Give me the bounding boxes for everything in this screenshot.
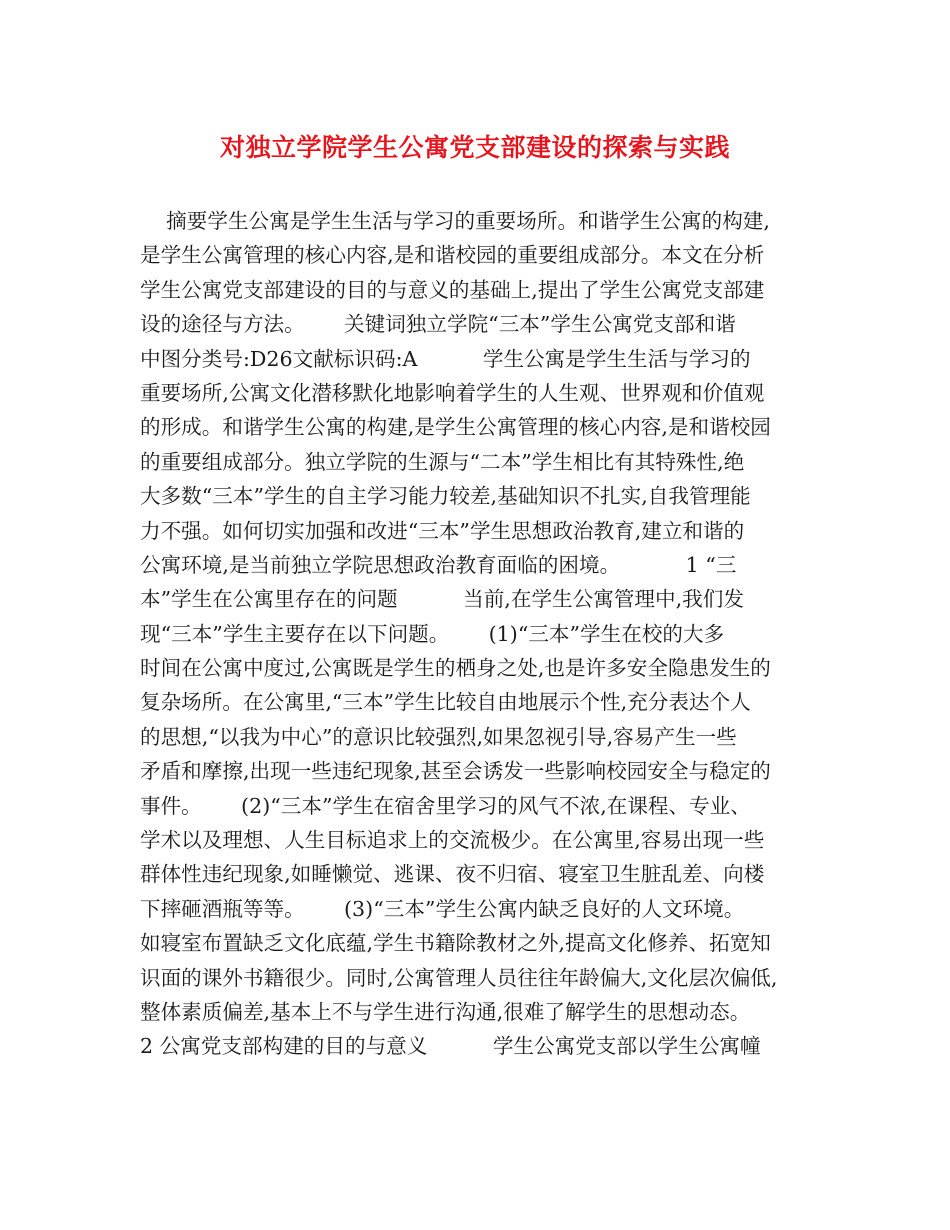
body-line: 设的途径与方法。 关键词独立学院“三本”学生公寓党支部和谐 xyxy=(140,312,736,337)
body-line: 时间在公寓中度过,公寓既是学生的栖身之处,也是许多安全隐患发生的 xyxy=(140,656,771,681)
body-line: 的形成。和谐学生公寓的构建,是学生公寓管理的核心内容,是和谐校园 xyxy=(140,415,771,440)
body-line: 的重要组成部分。独立学院的生源与“二本”学生相比有其特殊性,绝 xyxy=(140,449,745,474)
body-line: 整体素质偏差,基本上不与学生进行沟通,很难了解学生的思想动态。 xyxy=(140,999,751,1024)
body-line: 现“三本”学生主要存在以下问题。 (1)“三本”学生在校的大多 xyxy=(140,621,725,646)
body-line: 是学生公寓管理的核心内容,是和谐校园的重要组成部分。本文在分析 xyxy=(140,243,765,268)
body-line: 识面的课外书籍很少。同时,公寓管理人员往往年龄偏大,文化层次偏低, xyxy=(140,965,778,990)
body-line: 群体性违纪现象,如睡懒觉、逃课、夜不归宿、寝室卫生脏乱差、向楼 xyxy=(140,862,765,887)
body-line: 摘要学生公寓是学生生活与学习的重要场所。和谐学生公寓的构建, xyxy=(140,209,770,233)
body-line: 复杂场所。在公寓里,“三本”学生比较自由地展示个性,充分表达个人 xyxy=(140,690,751,715)
body-line: 大多数“三本”学生的自主学习能力较差,基础知识不扎实,自我管理能 xyxy=(140,484,751,509)
body-line: 学术以及理想、人生目标追求上的交流极少。在公寓里,容易出现一些 xyxy=(140,828,765,853)
body-line: 2 公寓党支部构建的目的与意义 学生公寓党支部以学生公寓幢 xyxy=(140,1034,761,1059)
body-line: 矛盾和摩擦,出现一些违纪现象,甚至会诱发一些影响校园安全与稳定的 xyxy=(140,759,771,784)
body-line: 公寓环境,是当前独立学院思想政治教育面临的困境。 1 “三 xyxy=(140,552,737,577)
body-line: 学生公寓党支部建设的目的与意义的基础上,提出了学生公寓党支部建 xyxy=(140,277,765,302)
body-line: 重要场所,公寓文化潜移默化地影响着学生的人生观、世界观和价值观 xyxy=(140,380,765,405)
body-line: 本”学生在公寓里存在的问题 当前,在学生公寓管理中,我们发 xyxy=(140,587,744,612)
document-title: 对独立学院学生公寓党支部建设的探索与实践 xyxy=(219,133,730,162)
body-line: 力不强。如何切实加强和改进“三本”学生思想政治教育,建立和谐的 xyxy=(140,518,745,543)
body-line: 的思想,“以我为中心”的意识比较强烈,如果忽视引导,容易产生一些 xyxy=(140,724,737,749)
body-line: 事件。 (2)“三本”学生在宿舍里学习的风气不浓,在课程、专业、 xyxy=(140,793,751,818)
body-line: 下摔砸酒瓶等等。 (3)“三本”学生公寓内缺乏良好的人文环境。 xyxy=(140,896,745,921)
body-line: 如寝室布置缺乏文化底蕴,学生书籍除教材之外,提高文化修养、拓宽知 xyxy=(140,931,771,956)
document-body xyxy=(140,204,815,1064)
body-line: 中图分类号:D26文献标识码:A 学生公寓是学生生活与学习的 xyxy=(140,346,751,371)
